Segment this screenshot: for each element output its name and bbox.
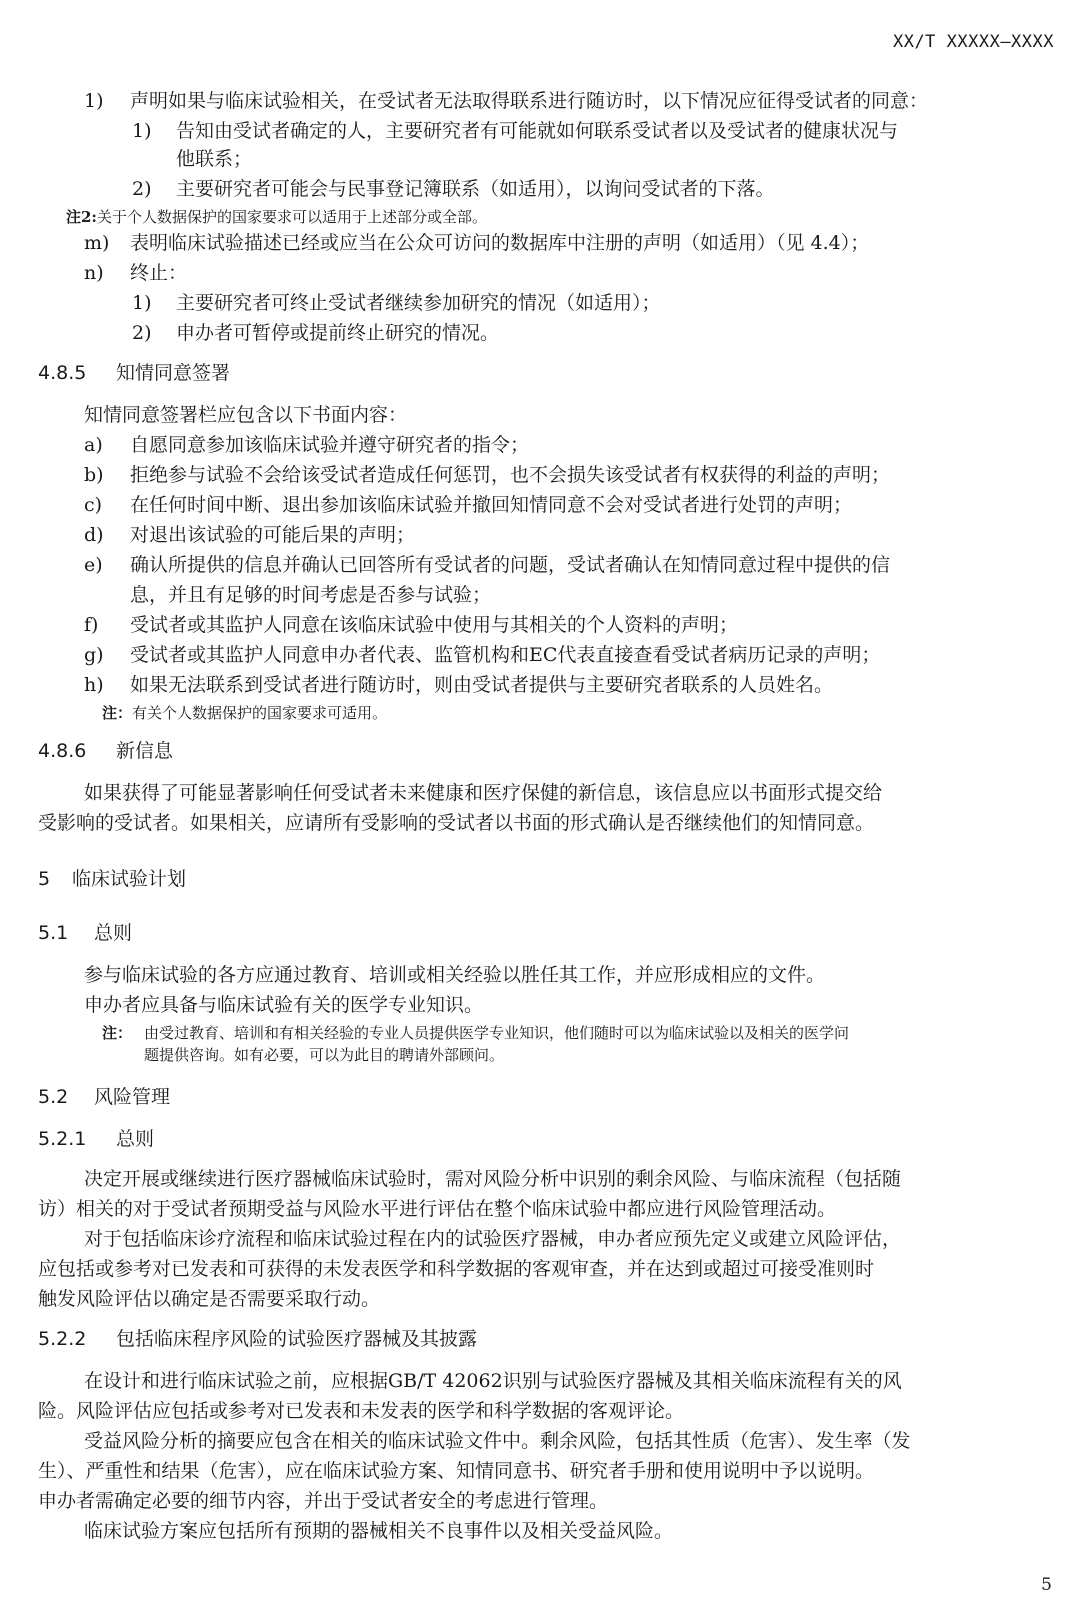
standard-code-header: XX/T XXXXX—XXXX [892, 32, 1054, 52]
section-number: 4.8.6 [38, 740, 87, 762]
section-heading-5-2-1 [38, 1126, 154, 1152]
paragraph-line: 受益风险分析的摘要应包含在相关的临床试验文件中。剩余风险，包括其性质（危害）、发生率（发 [84, 1430, 911, 1452]
note-label: 注： [102, 1024, 133, 1042]
section-title: 风险管理 [94, 1086, 171, 1108]
list-item [84, 642, 880, 668]
list-text: 终止： [130, 262, 188, 284]
note-text: 有关个人数据保护的国家要求可适用。 [132, 704, 388, 722]
section-title: 临床试验计划 [72, 868, 187, 890]
list-item-continuation: 他联系； [176, 148, 253, 170]
note [102, 1022, 849, 1044]
note-2 [66, 206, 487, 228]
list-label: 1) [84, 90, 104, 112]
list-text: 受试者或其监护人同意申办者代表、监管机构和EC代表直接查看受试者病历记录的声明； [130, 644, 881, 666]
section-number: 5.2.2 [38, 1328, 87, 1350]
section-number: 5.2 [38, 1086, 69, 1108]
list-item [84, 492, 852, 518]
list-item [84, 612, 738, 638]
list-text: 申办者可暂停或提前终止研究的情况。 [176, 322, 500, 344]
section-title: 总则 [94, 922, 133, 944]
section-number: 5.2.1 [38, 1128, 87, 1150]
paragraph: 申办者应具备与临床试验有关的医学专业知识。 [84, 994, 484, 1016]
list-item [84, 88, 928, 114]
list-text: 主要研究者可能会与民事登记簿联系（如适用），以询问受试者的下落。 [176, 178, 775, 200]
section-heading-5 [38, 866, 186, 892]
list-text: 表明临床试验描述已经或应当在公众可访问的数据库中注册的声明（如适用）（见 4.4）； [130, 232, 870, 254]
list-text: 拒绝参与试验不会给该受试者造成任何惩罚，也不会损失该受试者有权获得的利益的声明； [130, 464, 891, 486]
section-number: 5.1 [38, 922, 69, 944]
list-label: 2) [132, 322, 152, 344]
list-label: f) [84, 614, 99, 636]
list-text: 对退出该试验的可能后果的声明； [130, 524, 416, 546]
section-heading-5-2 [38, 1084, 170, 1110]
paragraph-line: 决定开展或继续进行医疗器械临床试验时，需对风险分析中识别的剩余风险、与临床流程（包括随 [84, 1168, 902, 1190]
note [102, 702, 387, 724]
paragraph-line: 险。风险评估应包括或参考对已发表和未发表的医学和科学数据的客观评论。 [38, 1400, 685, 1422]
section-number: 5 [38, 868, 51, 890]
list-item [84, 672, 833, 698]
list-text: 确认所提供的信息并确认已回答所有受试者的问题，受试者确认在知情同意过程中提供的信 [130, 554, 891, 576]
section-heading-5-1 [38, 920, 132, 946]
note-continuation: 题提供咨询。如有必要，可以为此目的聘请外部顾问。 [144, 1046, 505, 1064]
paragraph: 知情同意签署栏应包含以下书面内容： [84, 404, 408, 426]
paragraph: 参与临床试验的各方应通过教育、培训或相关经验以胜任其工作，并应形成相应的文件。 [84, 964, 826, 986]
list-label: b) [84, 464, 104, 486]
paragraph-line: 应包括或参考对已发表和可获得的未发表医学和科学数据的客观审查，并在达到或超过可接受准则时 [38, 1258, 875, 1280]
list-item [84, 432, 529, 458]
paragraph-line: 访）相关的对于受试者预期受益与风险水平进行评估在整个临床试验中都应进行风险管理活动。 [38, 1198, 837, 1220]
list-text: 告知由受试者确定的人，主要研究者有可能就如何联系受试者以及受试者的健康状况与 [176, 120, 899, 142]
list-label: c) [84, 494, 103, 516]
section-title: 新信息 [116, 740, 174, 762]
list-label: 1) [132, 292, 152, 314]
list-label: h) [84, 674, 104, 696]
list-item-n [84, 260, 187, 286]
section-title: 总则 [116, 1128, 155, 1150]
note-label: 注： [102, 704, 133, 722]
paragraph-line: 触发风险评估以确定是否需要采取行动。 [38, 1288, 381, 1310]
list-label: 1) [132, 120, 152, 142]
list-label: e) [84, 554, 103, 576]
paragraph-line: 临床试验方案应包括所有预期的器械相关不良事件以及相关受益风险。 [84, 1520, 674, 1542]
list-label: g) [84, 644, 104, 666]
paragraph-line: 受影响的受试者。如果相关，应请所有受影响的受试者以书面的形式确认是否继续他们的知情同意。 [38, 812, 875, 834]
section-number: 4.8.5 [38, 362, 87, 384]
paragraph-line: 在设计和进行临床试验之前，应根据GB/T 42062识别与试验医疗器械及其相关临床流程有关的风 [84, 1370, 902, 1392]
list-item [132, 290, 661, 316]
list-text: 在任何时间中断、退出参加该临床试验并撤回知情同意不会对受试者进行处罚的声明； [130, 494, 853, 516]
list-text: 声明如果与临床试验相关，在受试者无法取得联系进行随访时，以下情况应征得受试者的同意： [130, 90, 929, 112]
list-label: n) [84, 262, 104, 284]
list-text: 受试者或其监护人同意在该临床试验中使用与其相关的个人资料的声明； [130, 614, 739, 636]
paragraph-line: 生）、严重性和结果（危害），应在临床试验方案、知情同意书、研究者手册和使用说明中予以说明。 [38, 1460, 875, 1482]
list-item [84, 462, 890, 488]
list-item [132, 176, 775, 202]
paragraph-line: 对于包括临床诊疗流程和临床试验过程在内的试验医疗器械，申办者应预先定义或建立风险评估， [84, 1228, 902, 1250]
list-item-m [84, 230, 869, 256]
page-number: 5 [1041, 1575, 1052, 1595]
note-label: 注2: [66, 208, 97, 226]
section-title: 知情同意签署 [116, 362, 231, 384]
list-text: 如果无法联系到受试者进行随访时，则由受试者提供与主要研究者联系的人员姓名。 [130, 674, 834, 696]
list-item [84, 522, 415, 548]
list-item [132, 320, 499, 346]
section-heading-5-2-2 [38, 1326, 477, 1352]
list-label: d) [84, 524, 104, 546]
note-text: 关于个人数据保护的国家要求可以适用于上述部分或全部。 [96, 208, 487, 226]
paragraph-line: 申办者需确定必要的细节内容，并出于受试者安全的考虑进行管理。 [38, 1490, 609, 1512]
note-text: 由受过教育、培训和有相关经验的专业人员提供医学专业知识，他们随时可以为临床试验以及相关的医学问 [144, 1024, 850, 1042]
list-item [132, 118, 898, 144]
section-title: 包括临床程序风险的试验医疗器械及其披露 [116, 1328, 478, 1350]
list-text: 自愿同意参加该临床试验并遵守研究者的指令； [130, 434, 530, 456]
section-heading-4-8-6 [38, 738, 173, 764]
list-item-continuation: 息，并且有足够的时间考虑是否参与试验； [130, 584, 492, 606]
list-label: 2) [132, 178, 152, 200]
section-heading-4-8-5 [38, 360, 230, 386]
list-label: m) [84, 232, 110, 254]
paragraph-line: 如果获得了可能显著影响任何受试者未来健康和医疗保健的新信息，该信息应以书面形式提交给 [84, 782, 883, 804]
list-label: a) [84, 434, 103, 456]
list-text: 主要研究者可终止受试者继续参加研究的情况（如适用）； [176, 292, 661, 314]
list-item [84, 552, 890, 578]
